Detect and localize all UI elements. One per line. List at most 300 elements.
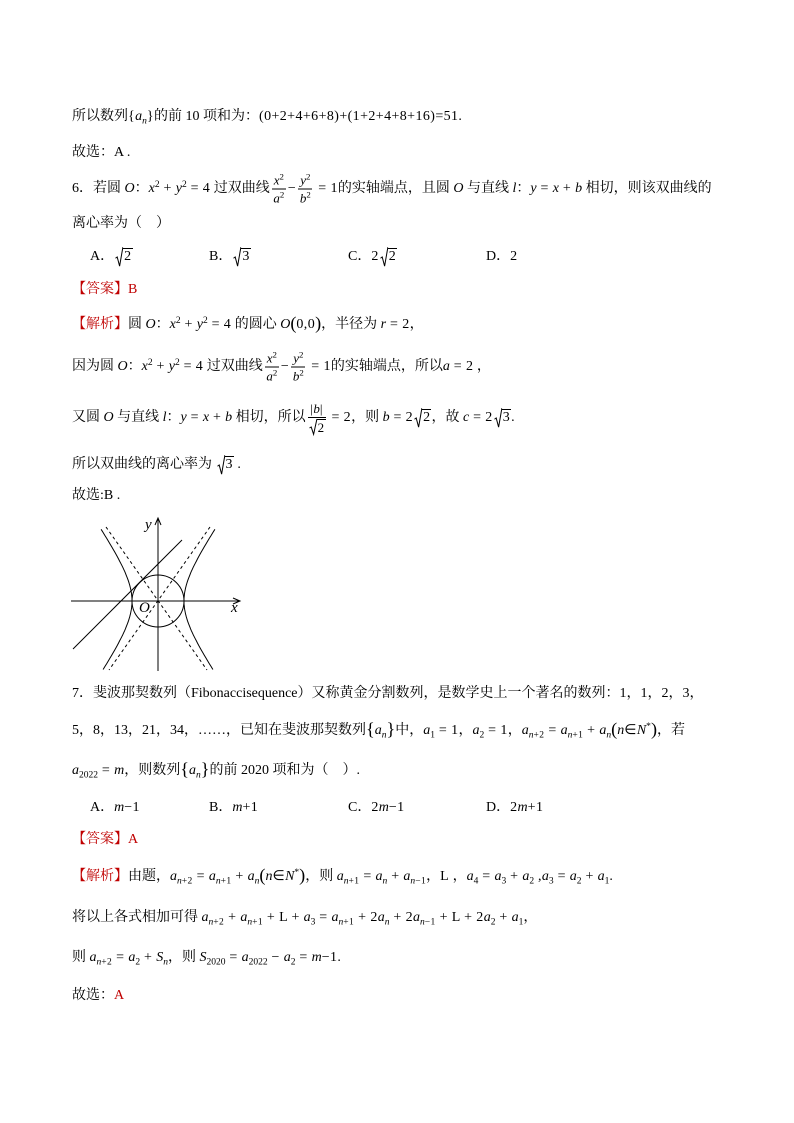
- radical-sign: [217, 455, 225, 475]
- superscript: 2: [279, 189, 285, 200]
- subscript: n: [163, 957, 168, 968]
- math-variable: a: [89, 950, 97, 965]
- text-run: A．: [90, 800, 115, 815]
- math-expression: =: [295, 950, 312, 965]
- subscript: 2: [576, 876, 582, 887]
- q7-option-c: [348, 798, 405, 818]
- math-expression: 3: [502, 410, 511, 426]
- subscript: [568, 730, 584, 740]
- math-variable: a: [494, 869, 502, 884]
- delimiter: {: [366, 719, 375, 740]
- superscript: *: [646, 721, 651, 732]
- text-run: ：: [134, 181, 149, 197]
- radical-sign: [309, 419, 317, 435]
- subscript: [339, 917, 355, 927]
- text-run: ，则: [351, 410, 383, 426]
- math-expression: =: [186, 410, 203, 426]
- subscript: [410, 876, 426, 886]
- superscript: 2: [175, 315, 181, 326]
- square-root: [414, 408, 431, 428]
- text-run: ，: [523, 910, 538, 925]
- subscript: 2022: [248, 957, 268, 968]
- math-variable: b: [382, 410, 390, 426]
- subscript: n: [606, 730, 612, 741]
- math-variable: m: [311, 950, 322, 965]
- x-axis-label: x: [231, 600, 238, 616]
- text-run: 相切，则该双曲线的: [582, 181, 712, 197]
- math-variable: a: [377, 910, 385, 925]
- math-expression: 2: [371, 249, 379, 264]
- math-expression: −1: [415, 876, 427, 887]
- math-variable: m: [378, 800, 389, 815]
- math-expression: +: [209, 410, 226, 426]
- numerator: [298, 173, 312, 190]
- math-expression: 3: [242, 249, 250, 264]
- denominator: [298, 190, 312, 206]
- math-expression: =: [315, 910, 332, 925]
- square-root: [217, 455, 234, 475]
- math-variable: O: [124, 181, 135, 197]
- math-variable: x: [169, 317, 176, 332]
- q6-analysis-line-3: [72, 401, 515, 435]
- math-variable: y: [175, 181, 182, 197]
- text-run: ：: [166, 410, 181, 426]
- q6-answer: 【答案】B: [72, 282, 138, 297]
- math-variable: a: [303, 910, 311, 925]
- math-expression: +2: [181, 876, 193, 887]
- math-variable: a: [170, 869, 177, 884]
- subscript: 2: [529, 876, 535, 887]
- prev-conclusion: 故选：A .: [72, 145, 131, 160]
- math-expression: 2: [371, 800, 379, 815]
- superscript: 2: [299, 367, 304, 378]
- delimiter: ): [650, 719, 657, 740]
- fraction: [308, 401, 326, 435]
- q6-analysis-line-4: [72, 455, 241, 475]
- text-run: ，若: [657, 723, 685, 738]
- math-variable: y: [300, 172, 306, 188]
- math-expression: 2: [388, 249, 397, 264]
- text-run: D．: [486, 800, 511, 815]
- text-run: 中，: [395, 723, 424, 738]
- q7-answer: 【答案】A: [72, 832, 139, 847]
- math-variable: n: [338, 917, 344, 928]
- math-variable: a: [336, 869, 344, 884]
- subscript: [216, 876, 232, 886]
- subscript: n: [254, 876, 260, 887]
- math-variable: c: [462, 410, 470, 426]
- math-variable: n: [215, 876, 221, 887]
- denominator: [308, 418, 326, 435]
- superscript: 2: [306, 189, 311, 200]
- text-run: ：: [516, 181, 531, 197]
- radicand: [502, 409, 511, 425]
- origin-label: O: [139, 600, 150, 616]
- math-variable: a: [72, 763, 79, 778]
- math-variable: a: [208, 869, 216, 884]
- q6-conclusion: 故选:B .: [72, 488, 121, 503]
- text-run: ，半径为: [321, 317, 381, 332]
- math-expression: ,: [534, 869, 542, 884]
- math-expression: =: [225, 950, 242, 965]
- subscript: 1: [518, 917, 524, 928]
- math-expression: +: [558, 181, 576, 197]
- text-run: 的实轴端点，所以: [330, 359, 443, 375]
- q6-analysis-line-1: [72, 315, 424, 335]
- subscript: 1: [604, 876, 610, 887]
- hyperbola-left-branch: [101, 529, 132, 669]
- text-run: ，则: [167, 950, 200, 965]
- math-expression: =: [359, 869, 376, 884]
- math-expression: −: [287, 181, 297, 197]
- math-expression: 0,0: [296, 317, 316, 332]
- math-expression: 2: [510, 249, 518, 264]
- math-variable: a: [483, 910, 491, 925]
- math-expression: +: [159, 181, 176, 197]
- text-run: 所以数列: [72, 109, 128, 124]
- q7-stem-line-2: [72, 721, 685, 741]
- subscript: n: [382, 876, 388, 887]
- math-variable: a: [403, 869, 411, 884]
- q7-conclusion: [72, 986, 124, 1006]
- square-root: [309, 419, 326, 435]
- subscript: [529, 730, 545, 740]
- math-variable: n: [96, 957, 102, 968]
- math-expression: |: [310, 401, 314, 416]
- math-variable: y: [180, 410, 187, 426]
- math-expression: ∈: [624, 723, 637, 738]
- q7-analysis-line-2: [72, 908, 537, 928]
- math-variable: x: [266, 350, 273, 366]
- radical-sign: [115, 247, 123, 267]
- subscript: 2: [479, 730, 485, 741]
- math-variable: r: [380, 317, 387, 332]
- math-expression: =: [112, 950, 129, 965]
- subscript: n: [384, 917, 390, 928]
- text-run: 则: [72, 950, 90, 965]
- text-run: ，: [409, 317, 424, 332]
- math-expression: +: [387, 869, 404, 884]
- math-expression: +: [152, 359, 169, 375]
- text-run: 过双曲线: [210, 181, 270, 197]
- math-expression: +: [583, 723, 600, 738]
- math-variable: a: [331, 910, 339, 925]
- highlight-label: 【解析】: [72, 317, 128, 332]
- radicand: [422, 409, 431, 425]
- math-expression: + L +: [263, 910, 304, 925]
- text-run: 相切，所以: [232, 410, 306, 426]
- q6-option-c: [348, 247, 397, 267]
- math-variable: a: [466, 869, 474, 884]
- math-variable: x: [148, 181, 155, 197]
- numerator: [308, 401, 326, 418]
- math-variable: a: [201, 910, 209, 925]
- text-run: ，则: [305, 869, 337, 884]
- math-expression: +1: [343, 917, 355, 928]
- math-expression: + 2: [354, 910, 378, 925]
- math-variable: n: [567, 730, 573, 741]
- math-variable: O: [453, 181, 464, 197]
- math-variable: l: [512, 181, 517, 197]
- delimiter: (: [611, 719, 618, 740]
- math-variable: a: [560, 723, 568, 738]
- text-run: D．: [486, 249, 511, 264]
- math-variable: a: [135, 109, 143, 124]
- math-variable: a: [266, 368, 273, 384]
- math-expression: +: [180, 317, 197, 332]
- math-expression: + L + 2: [435, 910, 484, 925]
- subscript: 1: [430, 730, 435, 741]
- math-variable: m: [232, 800, 243, 815]
- math-variable: N: [636, 723, 647, 738]
- text-run: B．: [209, 800, 233, 815]
- math-expression: ∈: [272, 869, 286, 884]
- delimiter: (: [290, 313, 297, 334]
- radicand: [317, 419, 326, 435]
- math-expression: +1: [252, 917, 264, 928]
- math-variable: a: [240, 910, 248, 925]
- q7-analysis-line-1: [72, 867, 613, 887]
- subscript: [209, 917, 225, 927]
- math-expression: +: [506, 869, 523, 884]
- math-variable: O: [145, 317, 156, 332]
- math-expression: +: [140, 950, 157, 965]
- text-run: 的前 10 项和为：: [154, 109, 260, 124]
- math-variable: b: [292, 368, 300, 384]
- math-variable: n: [265, 869, 273, 884]
- math-variable: a: [412, 910, 420, 925]
- subscript: 2022: [79, 770, 99, 781]
- square-root: [233, 247, 250, 267]
- math-variable: a: [423, 723, 431, 738]
- math-expression: +2: [533, 730, 545, 741]
- text-run: 5，8，13，21，34，……，已知在斐波那契数列: [72, 723, 366, 738]
- subscript: n: [381, 730, 387, 741]
- math-variable: y: [196, 317, 203, 332]
- text-run: 6．若圆: [72, 181, 125, 197]
- fraction: [265, 351, 279, 384]
- denominator: [291, 368, 305, 384]
- math-variable: S: [156, 950, 164, 965]
- text-run: 由题，: [128, 869, 170, 884]
- text-run: 与直线: [463, 181, 513, 197]
- math-expression: =: [478, 869, 495, 884]
- delimiter: ): [315, 313, 322, 334]
- math-variable: x: [202, 410, 210, 426]
- math-expression: 3: [225, 457, 233, 472]
- fraction: [291, 351, 305, 384]
- math-variable: O: [103, 410, 114, 426]
- q7-option-d: [486, 798, 543, 818]
- q7-option-a: [90, 798, 140, 818]
- delimiter: {: [180, 759, 189, 780]
- numerator: [272, 173, 286, 190]
- superscript: 2: [154, 179, 160, 190]
- radical-sign: [494, 408, 502, 428]
- math-expression: = 4: [179, 359, 204, 375]
- math-expression: +: [224, 910, 241, 925]
- math-variable: m: [114, 763, 125, 778]
- math-variable: a: [375, 869, 383, 884]
- math-expression: L: [440, 869, 450, 884]
- subscript: 2: [490, 917, 496, 928]
- math-expression: 2: [510, 800, 518, 815]
- subscript: [97, 957, 113, 967]
- math-expression: + 2: [389, 910, 413, 925]
- q6-option-a: [90, 247, 133, 267]
- text-run: 与直线: [113, 410, 163, 426]
- math-variable: a: [472, 723, 480, 738]
- y-axis-label: y: [145, 517, 152, 533]
- math-expression: +: [231, 869, 248, 884]
- denominator: [272, 190, 286, 206]
- math-variable: x: [552, 181, 559, 197]
- math-variable: a: [522, 869, 530, 884]
- subscript: 4: [473, 876, 479, 887]
- math-variable: a: [283, 950, 291, 965]
- math-expression: |: [319, 401, 323, 416]
- math-variable: b: [299, 190, 307, 206]
- superscript: 2: [202, 315, 208, 326]
- math-expression: = 1: [435, 723, 459, 738]
- subscript: [247, 917, 263, 927]
- subscript: n: [142, 116, 147, 127]
- text-run: 又圆: [72, 410, 104, 426]
- math-expression: 2: [124, 249, 132, 264]
- math-variable: n: [208, 917, 214, 928]
- math-expression: = 1: [484, 723, 508, 738]
- asymptote-line-1: [106, 527, 207, 670]
- fraction: [298, 173, 312, 206]
- subscript: 3: [310, 917, 316, 928]
- text-run: ：: [155, 317, 170, 332]
- math-variable: n: [419, 917, 425, 928]
- denominator: [265, 368, 279, 384]
- math-variable: O: [117, 359, 128, 375]
- math-variable: m: [517, 800, 528, 815]
- math-variable: n: [177, 876, 182, 887]
- math-expression: =: [98, 763, 115, 778]
- radicand: [241, 248, 250, 264]
- text-run: 将以上各式相加可得: [72, 910, 202, 925]
- radicand: [388, 248, 397, 264]
- math-expression: = 1: [314, 181, 338, 197]
- math-expression: −1: [388, 800, 405, 815]
- superscript: 2: [272, 349, 277, 360]
- radical-sign: [233, 247, 241, 267]
- math-expression: +2: [101, 957, 113, 968]
- math-variable: a: [569, 869, 577, 884]
- math-expression: =: [192, 869, 209, 884]
- text-run: C．: [348, 800, 372, 815]
- math-variable: N: [285, 869, 295, 884]
- text-run: 故选：: [72, 988, 114, 1003]
- math-variable: a: [597, 869, 605, 884]
- superscript: 2: [305, 171, 311, 182]
- radical-sign: [380, 247, 388, 267]
- math-expression: +1: [242, 800, 259, 815]
- numerator: [265, 351, 279, 368]
- subscript: 2020: [206, 957, 226, 968]
- math-expression: +1: [220, 876, 232, 887]
- q6-option-b: [209, 247, 251, 267]
- math-expression: (0+2+4+6+8)+(1+2+4+8+16)=51.: [259, 109, 463, 124]
- text-run: ，: [473, 359, 491, 375]
- hyperbola-circle-figure: [60, 508, 250, 676]
- square-root: [494, 408, 511, 428]
- math-variable: a: [128, 950, 136, 965]
- subscript: [344, 876, 360, 886]
- math-expression: = 2: [469, 410, 493, 426]
- q6-option-d: [486, 247, 518, 267]
- math-expression: +1: [572, 730, 584, 741]
- math-variable: y: [168, 359, 175, 375]
- math-variable: O: [280, 317, 291, 332]
- math-expression: −1: [424, 917, 436, 928]
- q7-option-b: [209, 798, 258, 818]
- math-variable: n: [410, 876, 416, 887]
- subscript: 3: [548, 876, 554, 887]
- text-run: B．: [209, 249, 233, 264]
- radical-sign: [414, 408, 422, 428]
- math-expression: =: [553, 869, 570, 884]
- math-expression: = 2: [449, 359, 474, 375]
- superscript: *: [294, 867, 300, 878]
- text-run: 过双曲线: [203, 359, 263, 375]
- math-variable: m: [114, 800, 125, 815]
- math-variable: S: [199, 950, 207, 965]
- square-root: [115, 247, 132, 267]
- math-expression: .: [511, 410, 516, 426]
- subscript: 2: [135, 957, 141, 968]
- math-variable: b: [225, 410, 233, 426]
- text-run: .: [233, 457, 241, 472]
- text-run: ，: [458, 723, 473, 738]
- delimiter: }: [386, 719, 396, 740]
- text-run: ：: [127, 359, 142, 375]
- superscript: 2: [279, 171, 284, 182]
- fraction: [272, 173, 286, 206]
- superscript: 2: [174, 357, 180, 368]
- math-variable: x: [273, 172, 280, 188]
- superscript: 2: [181, 179, 187, 190]
- text-run: 因为圆: [72, 359, 118, 375]
- math-variable: a: [521, 723, 529, 738]
- math-expression: +: [581, 869, 598, 884]
- math-expression: +2: [213, 917, 225, 928]
- math-variable: b: [313, 401, 320, 416]
- q6-stem-line: [72, 173, 712, 206]
- superscript: 2: [272, 367, 278, 378]
- math-variable: y: [530, 181, 537, 197]
- math-variable: a: [541, 869, 549, 884]
- math-variable: n: [617, 723, 625, 738]
- math-expression: −: [267, 950, 284, 965]
- math-expression: =: [544, 723, 561, 738]
- math-expression: +1: [348, 876, 360, 887]
- highlight-label: A: [114, 988, 125, 1003]
- math-expression: 2: [423, 410, 431, 426]
- math-expression: +: [495, 910, 512, 925]
- text-run: C．: [348, 249, 372, 264]
- math-expression: }: [146, 109, 155, 124]
- math-expression: −: [280, 359, 290, 375]
- math-variable: l: [162, 410, 167, 426]
- text-run: ，: [426, 869, 441, 884]
- math-variable: a: [599, 723, 607, 738]
- text-run: ，则数列: [124, 763, 181, 778]
- math-expression: .: [609, 869, 614, 884]
